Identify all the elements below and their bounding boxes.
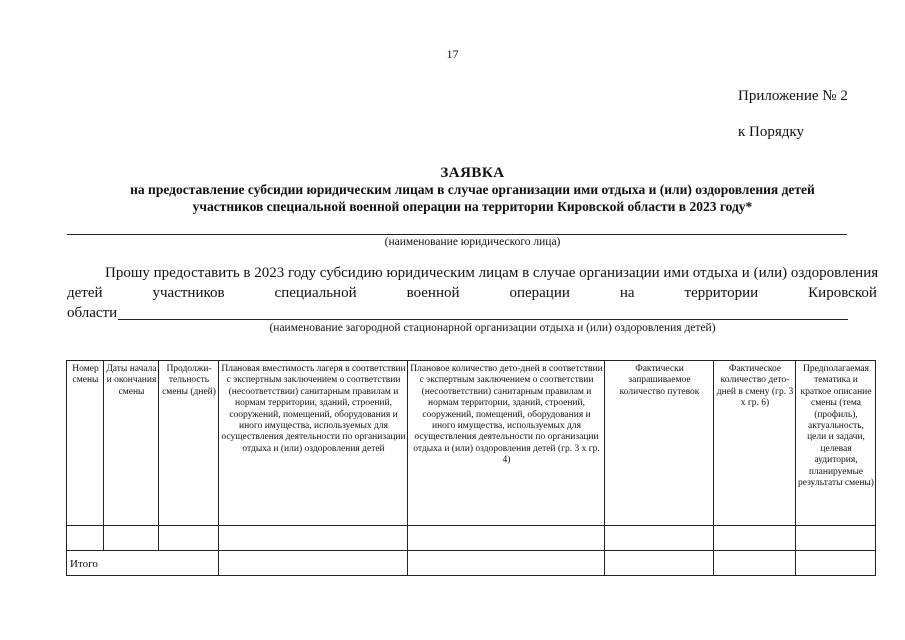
request-word: операции [509, 285, 570, 301]
table-cell[interactable] [408, 526, 605, 551]
column-header-shift-theme: Предполагаемая тематика и краткое описание смены (тема (профиль), актуальность, цели и задачи, целевая аудитория, планируемые результаты смены) [796, 361, 876, 526]
request-word: специальной [274, 285, 357, 301]
table-total-row [67, 551, 876, 576]
request-word: военной [406, 285, 460, 301]
table-row [67, 526, 876, 551]
document-title: ЗАЯВКА [440, 165, 505, 181]
camp-name-caption: (наименование загородной стационарной организации отдыха и (или) оздоровления детей) [269, 322, 716, 334]
request-word: детей [67, 285, 103, 301]
request-word: территории [684, 285, 759, 301]
table-cell[interactable] [714, 551, 796, 576]
legal-entity-fill-line [67, 234, 847, 235]
application-table [66, 360, 876, 576]
table-cell[interactable] [104, 526, 159, 551]
camp-name-fill-line [118, 319, 848, 320]
request-word: Кировской [808, 285, 877, 301]
table-cell[interactable] [408, 551, 605, 576]
document-subtitle-line-2: участников специальной военной операции на территории Кировской области в 2023 году* [192, 199, 753, 214]
request-text-line-1: Прошу предоставить в 2023 году субсидию юридическим лицам в случае организации ими отдыха и (или) оздоровления [105, 265, 879, 281]
column-header-actual-child-days: Фактическое количество дето-дней в смену (гр. 3 х гр. 6) [714, 361, 796, 526]
column-header-requested-vouchers: Фактически запрашиваемое количество путевок [605, 361, 714, 526]
table-cell[interactable] [67, 526, 104, 551]
column-header-planned-capacity: Плановая вместимость лагеря в соответствии с экспертным заключением о соответствии (несоответствии) санитарным правилам и нормам территории, зданий, строений, сооружений, помещений, оборудования и иного имущества, используемых для осуществления деятельности по организации отдыха и (или) оздоровления детей [219, 361, 408, 526]
request-text-line-2 [67, 285, 877, 302]
total-label: Итого [67, 551, 219, 576]
page-number: 17 [446, 47, 459, 61]
table-cell[interactable] [159, 526, 219, 551]
appendix-reference: к Порядку [738, 124, 804, 140]
table-cell[interactable] [796, 526, 876, 551]
table-cell[interactable] [796, 551, 876, 576]
request-text-line-3: области [67, 305, 118, 321]
legal-entity-caption: (наименование юридического лица) [384, 236, 561, 248]
column-header-shift-number: Номер смены [67, 361, 104, 526]
table-cell[interactable] [219, 551, 408, 576]
column-header-shift-dates: Даты начала и окончания смены [104, 361, 159, 526]
document-subtitle-line-1: на предоставление субсидии юридическим лицам в случае организации ими отдыха и (или) оздоровления детей [130, 182, 815, 197]
column-header-planned-child-days: Плановое количество дето-дней в соответствии с экспертным заключением о соответствии (несоответствии) санитарным правилам и нормам территории, зданий, строений, сооружений, помещений, оборудования и иного имущества, используемых для осуществления деятельности по организации отдыха и (или) оздоровления детей (гр. 3 х гр. 4) [408, 361, 605, 526]
column-header-shift-duration: Продолжи-тельность смены (дней) [159, 361, 219, 526]
appendix-title: Приложение № 2 [738, 88, 848, 104]
table-cell[interactable] [605, 526, 714, 551]
table-cell[interactable] [714, 526, 796, 551]
table-cell[interactable] [605, 551, 714, 576]
table-cell[interactable] [219, 526, 408, 551]
request-word: участников [152, 285, 225, 301]
request-word: на [619, 285, 635, 301]
